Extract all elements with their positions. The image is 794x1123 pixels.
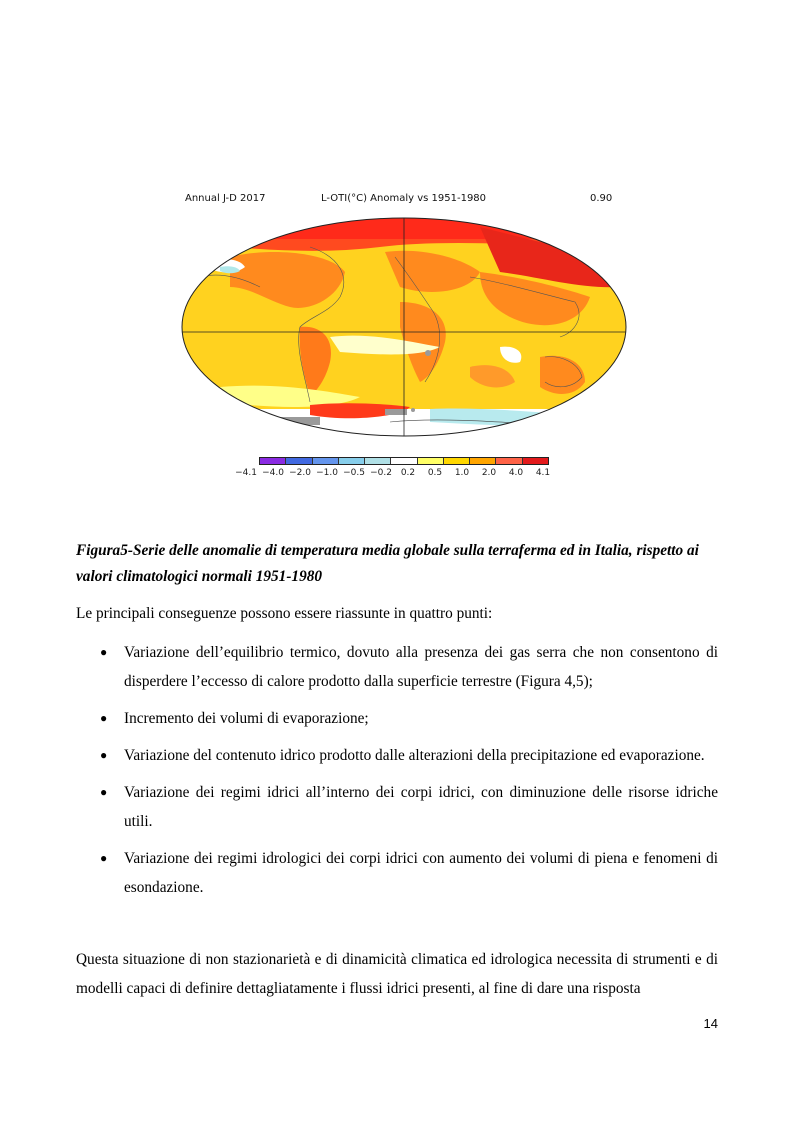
scale-label: −4.1 [235,468,257,478]
list-item [76,844,718,902]
scale-label: 4.0 [508,468,524,478]
scale-label: −1.0 [316,468,338,478]
bullet-icon: ● [100,851,108,865]
scale-swatch [444,458,470,464]
scale-swatch [286,458,312,464]
scale-label: 0.5 [427,468,443,478]
scale-label: 2.0 [481,468,497,478]
page-number: 14 [703,1016,718,1031]
list-item [76,741,718,770]
scale-label: −2.0 [289,468,311,478]
temperature-anomaly-figure [180,190,630,485]
figure-title: L-OTI(°C) Anomaly vs 1951-1980 [321,193,487,204]
closing-paragraph: Questa situazione di non stazionarietà e di dinamicità climatica ed idrologica necessita di strumenti e di modelli capaci di definire dettagliatamente i flussi idrici presenti, al fine di dare una risposta [76,951,718,997]
list-item-text: Variazione dei regimi idrici all’interno dei corpi idrici, con diminuzione delle risorse idriche utili. [124,784,718,830]
color-scale-labels [235,468,564,480]
figure-caption: Figura5-Serie delle anomalie di temperatura media globale sulla terraferma ed in Italia, rispetto ai valori climatologici normali 1951-1980 [76,542,699,585]
color-scale-bar [259,457,549,465]
list-item-text: Variazione dell’equilibrio termico, dovuto alla presenza dei gas serra che non consentono di disperdere l’eccesso di calore prodotto dalla superficie terrestre (Figura 4,5); [124,644,718,690]
list-item [76,704,718,733]
scale-swatch [313,458,339,464]
list-item [76,638,718,696]
scale-label: −0.2 [370,468,392,478]
scale-swatch [365,458,391,464]
bullet-icon: ● [100,785,108,799]
scale-label: 1.0 [454,468,470,478]
scale-swatch [260,458,286,464]
list-item [76,778,718,836]
scale-label: 4.1 [535,468,551,478]
scale-swatch [523,458,548,464]
world-anomaly-map [180,217,630,439]
intro-paragraph: Le principali conseguenze possono essere riassunte in quattro punti: [76,605,493,622]
bullet-icon: ● [100,711,108,725]
list-item-text: Variazione del contenuto idrico prodotto dalle alterazioni della precipitazione ed evaporazione. [124,747,705,764]
scale-swatch [391,458,417,464]
scale-swatch [339,458,365,464]
bullet-icon: ● [100,748,108,762]
consequences-list [76,638,718,910]
scale-label: −4.0 [262,468,284,478]
list-item-text: Incremento dei volumi di evaporazione; [124,710,369,727]
scale-label: 0.2 [400,468,416,478]
scale-swatch [418,458,444,464]
figure-global-mean: 0.90 [590,193,613,204]
scale-label: −0.5 [343,468,365,478]
scale-swatch [496,458,522,464]
scale-swatch [470,458,496,464]
list-item-text: Variazione dei regimi idrologici dei corpi idrici con aumento dei volumi di piena e fenomeni di esondazione. [124,850,718,896]
figure-period-label: Annual J-D 2017 [185,193,266,204]
bullet-icon: ● [100,645,108,659]
